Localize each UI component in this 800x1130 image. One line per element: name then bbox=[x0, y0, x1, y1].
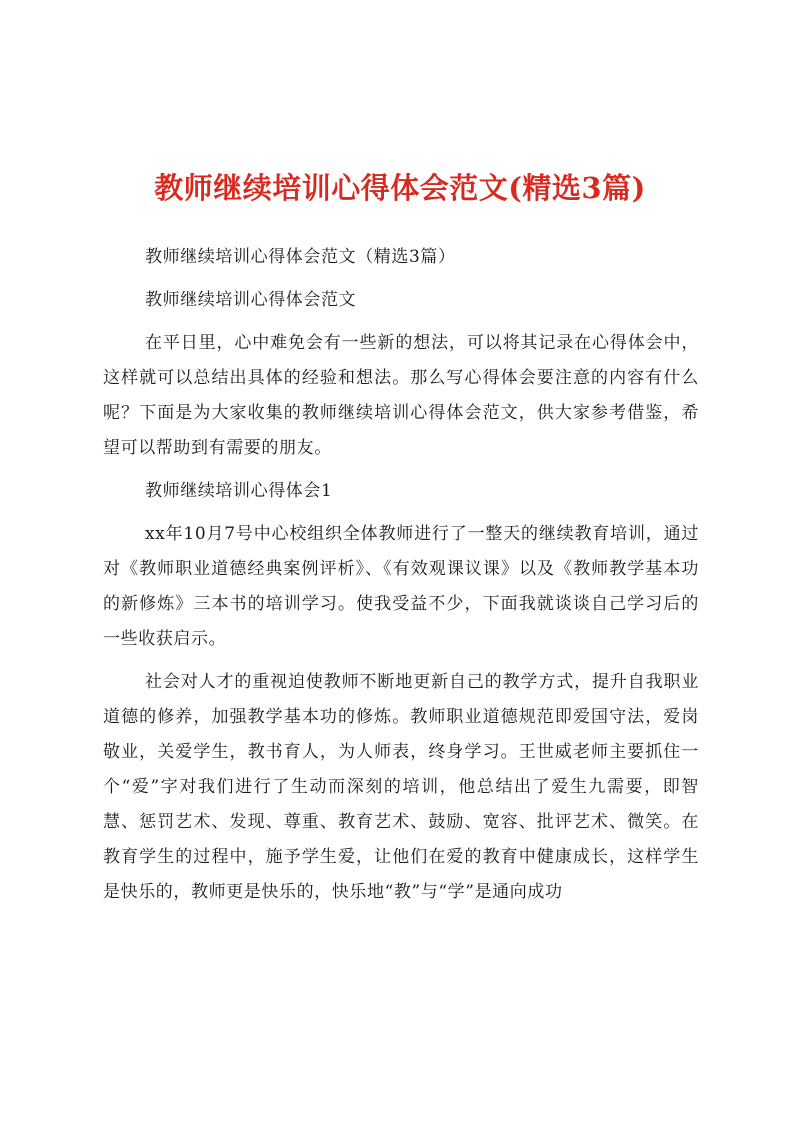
document-body bbox=[103, 240, 699, 918]
paragraph-intro: 在平日里，心中难免会有一些新的想法，可以将其记录在心得体会中，这样就可以总结出具体的经验和想法。那么写心得体会要注意的内容有什么呢？下面是为大家收集的教师继续培训心得体会范文，供大家参考借鉴，希望可以帮助到有需要的朋友。 bbox=[103, 333, 699, 458]
paragraph-body-1: xx年10月7号中心校组织全体教师进行了一整天的继续教育培训，通过对《教师职业道德经典案例评析》、《有效观课议课》以及《教师教学基本功的新修炼》三本书的培训学习。使我受益不少，下面我就谈谈自己学习后的一些收获启示。 bbox=[103, 524, 699, 649]
paragraph-subtitle: 教师继续培训心得体会范文（精选3篇） bbox=[145, 247, 456, 267]
paragraph-body-2: 社会对人才的重视迫使教师不断地更新自己的教学方式，提升自我职业道德的修养，加强教学基本功的修炼。教师职业道德规范即爱国守法，爱岗敬业，关爱学生，教书育人，为人师表，终身学习。王世威老师主要抓住一个“爱”字对我们进行了生动而深刻的培训，他总结出了爱生九需要，即智慧、惩罚艺术、发现、尊重、教育艺术、鼓励、宽容、批评艺术、微笑。在教育学生的过程中，施予学生爱，让他们在爱的教育中健康成长，这样学生是快乐的，教师更是快乐的，快乐地“教”与“学”是通向成功 bbox=[103, 672, 699, 902]
paragraph-article-heading: 教师继续培训心得体会1 bbox=[145, 481, 333, 501]
document-title: 教师继续培训心得体会范文(精选3篇) bbox=[154, 171, 646, 205]
paragraph-section-heading: 教师继续培训心得体会范文 bbox=[145, 290, 357, 310]
